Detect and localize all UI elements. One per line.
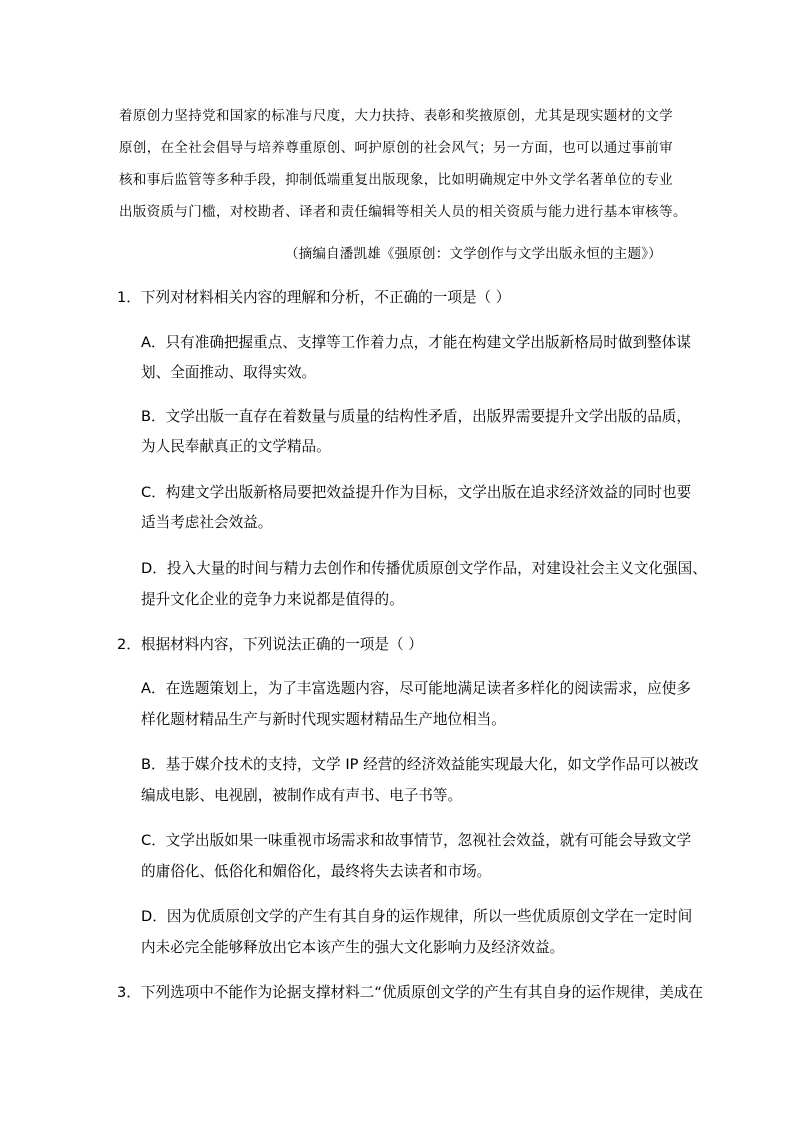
question-2-option-d: D．因为优质原创文学的产生有其自身的运作规律，所以一些优质原创文学在一定时间 (141, 908, 693, 925)
passage-source: （摘编自潘凯雄《强原创：文学创作与文学出版永恒的主题》） (285, 246, 662, 262)
passage-line: 着原创力坚持党和国家的标准与尺度，大力扶持、表彰和奖掖原创，尤其是现实题材的文学 (119, 108, 673, 124)
question-2-option-b: B．基于媒介技术的支持，文学 IP 经营的经济效益能实现最大化，如文学作品可以被改 (141, 756, 699, 773)
question-2-stem: 2．根据材料内容，下列说法正确的一项是（ ） (117, 636, 423, 653)
passage-line: 核和事后监管等多种手段，抑制低端重复出版现象，比如明确规定中外文学名著单位的专业 (119, 172, 673, 188)
question-1-option-a-cont: 划、全面推动、取得实效。 (141, 364, 317, 381)
question-2-option-c-cont: 的庸俗化、低俗化和媚俗化，最终将失去读者和市场。 (141, 863, 492, 880)
question-2-option-d-cont: 内未必完全能够释放出它本该产生的强大文化影响力及经济效益。 (141, 939, 565, 956)
question-1-option-d: D．投入大量的时间与精力去创作和传播优质原创文学作品，对建设社会主义文化强国、 (141, 560, 707, 577)
question-1-option-c-cont: 适当考虑社会效益。 (141, 514, 273, 531)
question-1-option-c: C．构建文学出版新格局要把效益提升作为目标，文学出版在追求经济效益的同时也要 (141, 484, 692, 501)
question-2-option-a-cont: 样化题材精品生产与新时代现实题材精品生产地位相当。 (141, 711, 506, 728)
question-2-option-a: A．在选题策划上，为了丰富选题内容，尽可能地满足读者多样化的阅读需求，应使多 (141, 680, 691, 697)
question-1-option-a: A．只有准确把握重点、支撑等工作着力点，才能在构建文学出版新格局时做到整体谋 (141, 334, 691, 351)
question-2-option-c: C．文学出版如果一味重视市场需求和故事情节，忽视社会效益，就有可能会导致文学 (141, 832, 692, 849)
passage-line: 原创，在全社会倡导与培养尊重原创、呵护原创的社会风气；另一方面，也可以通过事前审 (119, 140, 673, 156)
question-1-stem: 1．下列对材料相关内容的理解和分析，不正确的一项是（ ） (117, 289, 511, 306)
question-1-option-b-cont: 为人民奉献真正的文学精品。 (141, 438, 331, 455)
question-2-option-b-cont: 编成电影、电视剧，被制作成有声书、电子书等。 (141, 787, 463, 804)
passage-line: 出版资质与门槛，对校勘者、译者和责任编辑等相关人员的相关资质与能力进行基本审核等。 (119, 204, 687, 220)
question-3-stem: 3．下列选项中不能作为论据支撑材料二“优质原创文学的产生有其自身的运作规律，美成在 (117, 984, 704, 1001)
question-1-option-d-cont: 提升文化企业的竞争力来说都是值得的。 (141, 591, 404, 608)
question-1-option-b: B．文学出版一直存在着数量与质量的结构性矛盾，出版界需要提升文学出版的品质， (141, 408, 691, 425)
